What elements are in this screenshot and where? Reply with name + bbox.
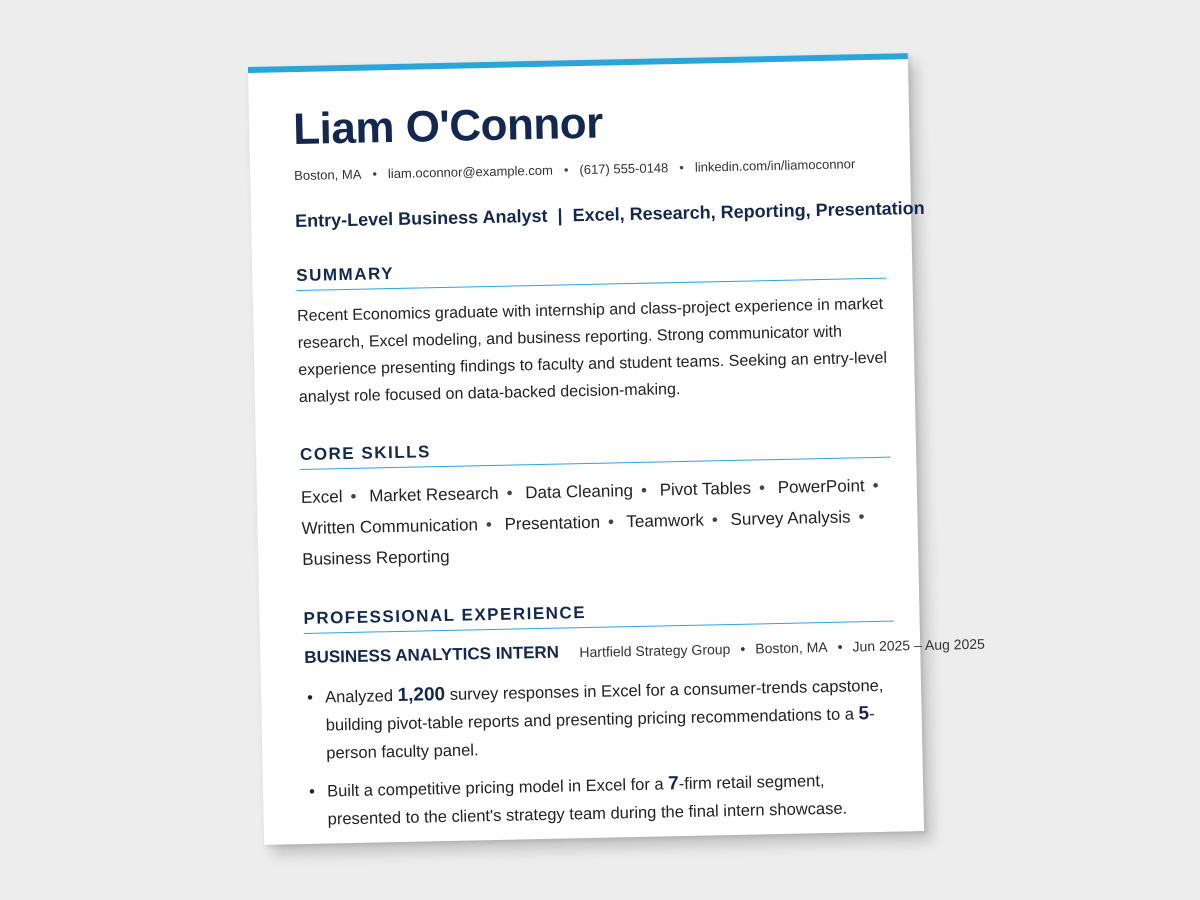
skill-item: Pivot Tables xyxy=(659,478,752,500)
contact-separator: • xyxy=(679,160,685,176)
bullet-dot-icon: • xyxy=(306,689,314,708)
bullet-text-part: -firm retail segment, presented to the client's strategy team during the final intern showcase. xyxy=(327,772,848,829)
skill-separator: • xyxy=(872,476,879,496)
skill-separator: • xyxy=(506,483,513,504)
job-title: BUSINESS ANALYTICS INTERN xyxy=(304,643,560,668)
summary-text: Recent Economics graduate with internship and class-project experience in market research, Excel modeling, and business reporting. Strong communicator with experience presenting findings to faculty and student teams. Seeking an entry-level analyst role focused on data-backed decision-making. xyxy=(296,296,888,407)
job-bullet xyxy=(306,672,897,768)
skill-separator: • xyxy=(711,510,719,530)
contact-phone: (617) 555-0148 xyxy=(579,160,669,178)
top-accent-bar xyxy=(248,53,908,73)
skill-separator: • xyxy=(858,507,865,527)
skill-item: Excel xyxy=(300,487,343,508)
summary-heading: SUMMARY xyxy=(296,254,886,291)
bullet-text-part: -person faculty panel. xyxy=(326,705,875,763)
skill-item: Written Communication xyxy=(301,515,479,539)
bullet-highlight-number: 1,200 xyxy=(397,684,446,707)
headline-role: Entry-Level Business Analyst xyxy=(294,206,548,232)
skill-separator: • xyxy=(607,512,615,532)
skill-item: Teamwork xyxy=(626,510,705,532)
contact-linkedin: linkedin.com/in/liamoconnor xyxy=(694,156,856,176)
job-company: Hartfield Strategy Group xyxy=(579,641,731,661)
skill-separator: • xyxy=(640,481,648,501)
skill-separator: • xyxy=(485,515,493,535)
contact-separator: • xyxy=(372,166,378,182)
core-skills-heading: CORE SKILLS xyxy=(300,433,890,470)
skill-separator: • xyxy=(758,478,766,498)
job-bullet xyxy=(308,766,898,834)
skill-separator: • xyxy=(350,487,357,507)
headline xyxy=(294,198,925,232)
bullet-text-part: survey responses in Excel for a consumer-trends capstone, building pivot-table reports and presenting pricing recommendations to a xyxy=(325,677,884,735)
experience-heading: PROFESSIONAL EXPERIENCE xyxy=(303,597,893,634)
skill-item: Data Cleaning xyxy=(525,481,634,503)
skill-item: Business Reporting xyxy=(302,547,450,570)
bullet-highlight-number: 5 xyxy=(858,703,870,725)
job-separator: • xyxy=(740,641,746,658)
skill-item: Presentation xyxy=(504,513,601,535)
job-dates: Jun 2025 – Aug 2025 xyxy=(852,636,986,655)
headline-skills: Excel, Research, Reporting, Presentation xyxy=(572,198,925,226)
headline-divider: | xyxy=(557,205,563,226)
job-meta xyxy=(579,636,985,660)
job-location: Boston, MA xyxy=(755,639,828,657)
job-header xyxy=(304,636,986,668)
skill-item: PowerPoint xyxy=(777,476,865,498)
contact-email: liam.oconnor@example.com xyxy=(387,163,554,182)
skill-item: Survey Analysis xyxy=(730,507,851,530)
bullet-dot-icon: • xyxy=(308,783,316,802)
skill-item: Market Research xyxy=(369,484,499,506)
bullet-text-part: Analyzed xyxy=(324,687,398,707)
resume-page xyxy=(248,53,986,845)
core-skills-list xyxy=(301,470,893,575)
job-separator: • xyxy=(837,639,843,656)
resume-content xyxy=(292,94,986,845)
contact-row xyxy=(294,156,884,183)
contact-location: Boston, MA xyxy=(294,167,362,184)
bullet-highlight-number: 7 xyxy=(667,773,679,795)
job-bullets xyxy=(305,672,898,834)
contact-separator: • xyxy=(563,162,569,178)
bullet-text-part: Built a competitive pricing model in Excel for a xyxy=(326,775,669,801)
candidate-name: Liam O'Connor xyxy=(292,98,604,155)
